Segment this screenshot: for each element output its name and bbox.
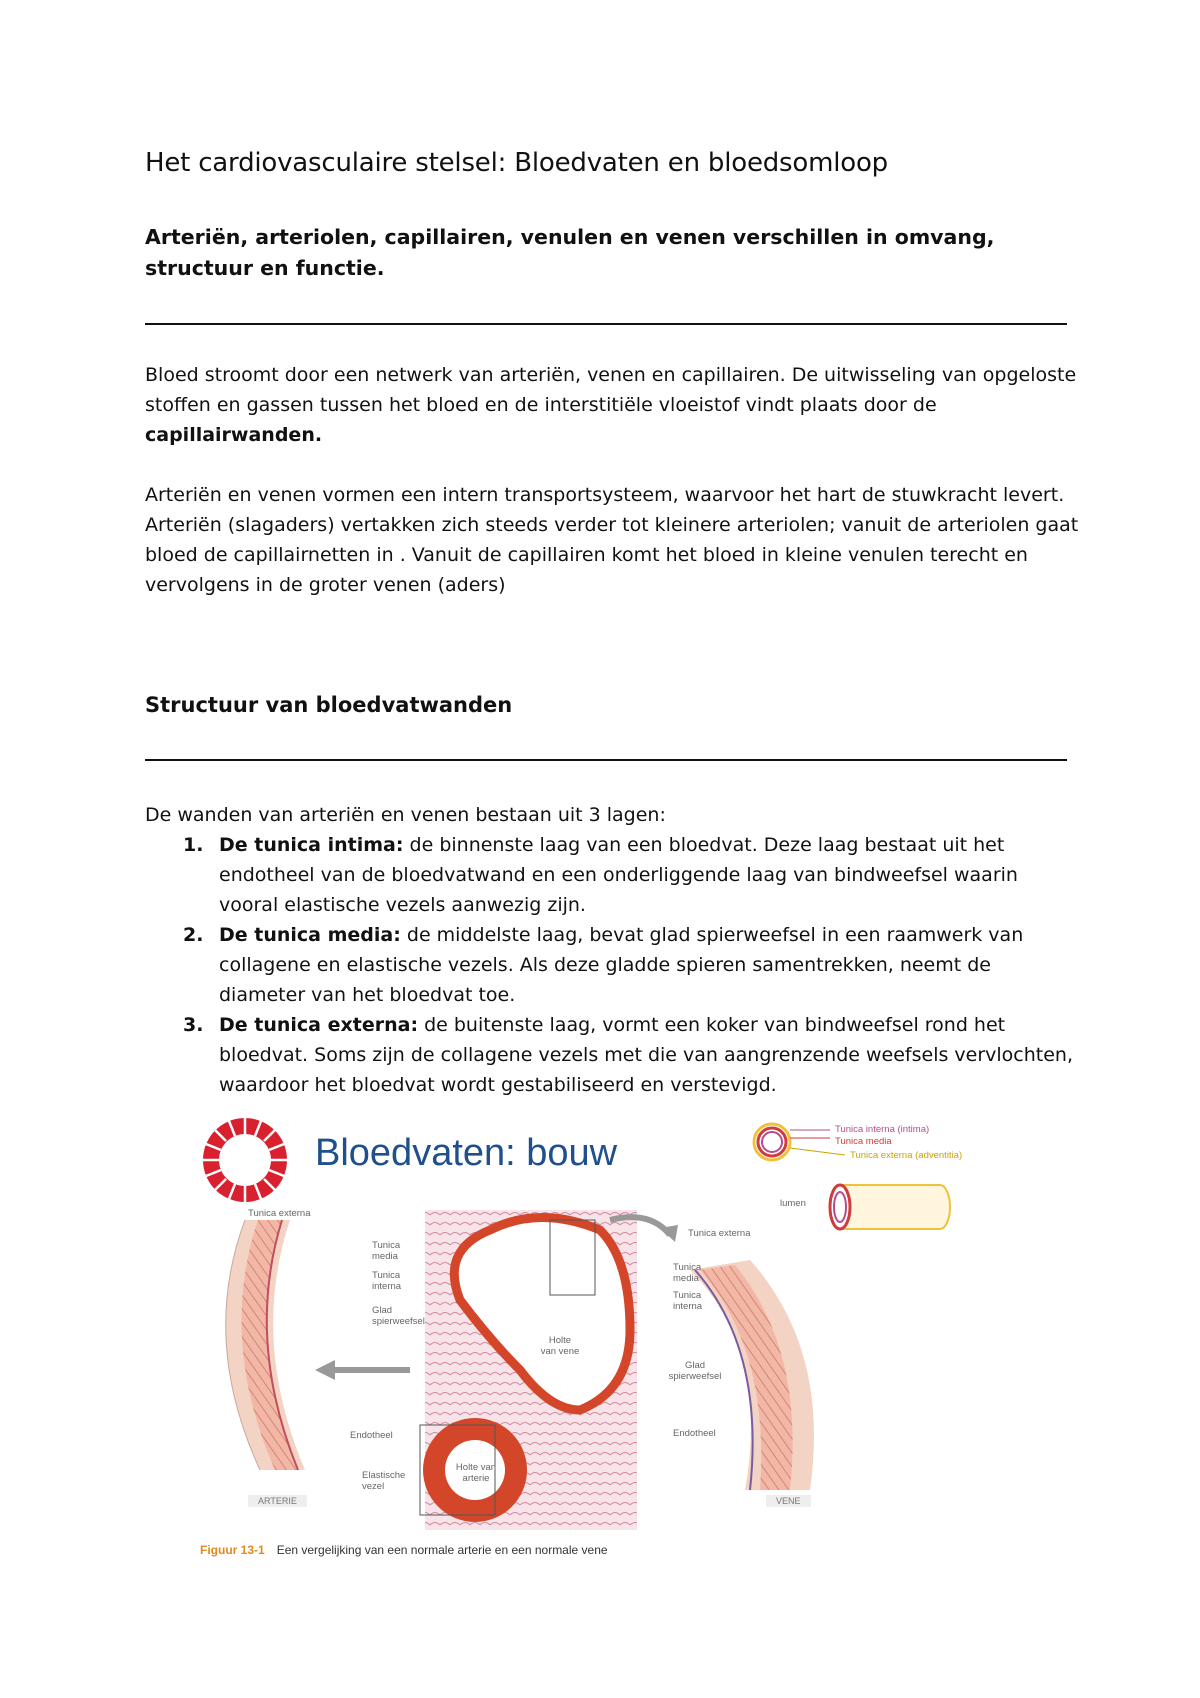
arrow-left-head-icon xyxy=(315,1360,335,1380)
vein-lumen-label: Holte van vene xyxy=(540,1335,580,1357)
figure-illustration xyxy=(190,1110,1035,1565)
list-item xyxy=(145,830,1080,920)
vein-label-endothelium: Endotheel xyxy=(673,1428,716,1439)
vein-label-media: Tunica media xyxy=(673,1262,702,1284)
vein-label-muscle: Glad spierweefsel xyxy=(668,1360,722,1382)
artery-label-endothelium: Endotheel xyxy=(350,1430,393,1441)
intro-paragraph xyxy=(145,360,1080,450)
vein-label-externa: Tunica externa xyxy=(688,1228,751,1239)
transport-paragraph: Arteriën en venen vormen een intern transportsysteem, waarvoor het hart de stuwkracht levert. Arteriën (slagaders) vertakken zich steeds verder tot kleinere arteriolen; vanuit de arteriolen gaat bloed de capillairnetten in . Vanuit de capillairen komt het bloed in kleine venulen terecht en vervolgens in de groter venen (aders) xyxy=(145,484,1079,596)
artery-label-externa: Tunica externa xyxy=(248,1208,311,1219)
list-text: de binnenste laag van een bloedvat. Deze laag bestaat uit het endotheel van de bloedvatwand en een onderliggende laag van bindweefsel waarin vooral elastische vezels aanwezig zijn. xyxy=(219,834,1018,916)
list-term: De tunica media: xyxy=(219,924,401,946)
artery-label-elastic: Elastische vezel xyxy=(362,1470,406,1492)
artery-label-muscle: Glad spierweefsel xyxy=(372,1305,425,1327)
section-heading: Structuur van bloedvatwanden xyxy=(145,693,513,717)
horizontal-rule xyxy=(145,759,1067,761)
arrow-right-head-icon xyxy=(660,1225,678,1242)
list-item xyxy=(145,920,1080,1010)
layers-lead: De wanden van arteriën en venen bestaan uit 3 lagen: xyxy=(145,804,666,826)
figure-title: Bloedvaten: bouw xyxy=(315,1132,618,1174)
figure-caption-number: Figuur 13-1 xyxy=(200,1543,265,1557)
list-text: de middelste laag, bevat glad spierweefsel in een raamwerk van collagene en elastische vezels. Als deze gladde spieren samentrekken, neemt de diameter van het bloedvat toe. xyxy=(219,924,1024,1006)
artery-wall-drawing xyxy=(226,1220,305,1470)
layers-list xyxy=(145,830,1080,1100)
artery-label-media: Tunica media xyxy=(372,1240,401,1262)
inset-label-lumen: lumen xyxy=(780,1198,806,1209)
inset-label-media: Tunica media xyxy=(835,1136,892,1147)
horizontal-rule xyxy=(145,323,1067,325)
intro-paragraph-text: Bloed stroomt door een netwerk van arteriën, venen en capillairen. De uitwisseling van opgeloste stoffen en gassen tussen het bloed en de interstitiële vloeistof vindt plaats door de xyxy=(145,364,1077,416)
list-term: De tunica externa: xyxy=(219,1014,419,1036)
list-term: De tunica intima: xyxy=(219,834,404,856)
artery-label-interna: Tunica interna xyxy=(372,1270,402,1292)
list-number: 1. xyxy=(183,834,204,856)
page-subtitle: Arteriën, arteriolen, capillairen, venulen en venen verschillen in omvang, structuur en functie. xyxy=(145,225,995,280)
blood-vessel-figure xyxy=(190,1110,1035,1565)
micrograph-image xyxy=(420,1210,637,1530)
intro-paragraph-bold: capillairwanden. xyxy=(145,424,323,446)
list-number: 2. xyxy=(183,924,204,946)
page-title: Het cardiovasculaire stelsel: Bloedvaten en bloedsomloop xyxy=(145,148,888,178)
inset-label-intima: Tunica interna (intima) xyxy=(835,1124,930,1135)
list-item xyxy=(145,1010,1080,1100)
inset-label-externa: Tunica externa (adventitia) xyxy=(850,1150,963,1161)
list-number: 3. xyxy=(183,1014,204,1036)
artery-tag: ARTERIE xyxy=(248,1495,307,1507)
artery-lumen-label: Holte van arterie xyxy=(455,1462,497,1484)
vein-tag: VENE xyxy=(766,1495,811,1507)
vein-label-interna: Tunica interna xyxy=(673,1290,703,1312)
figure-caption-text: Een vergelijking van een normale arterie en een normale vene xyxy=(276,1543,608,1557)
figure-caption xyxy=(200,1543,608,1557)
logo-icon xyxy=(203,1118,287,1202)
list-text: de buitenste laag, vormt een koker van bindweefsel rond het bloedvat. Soms zijn de collagene vezels met die van aangrenzende weefsels vervlochten, waardoor het bloedvat wordt gestabiliseerd en verstevigd. xyxy=(219,1014,1074,1096)
